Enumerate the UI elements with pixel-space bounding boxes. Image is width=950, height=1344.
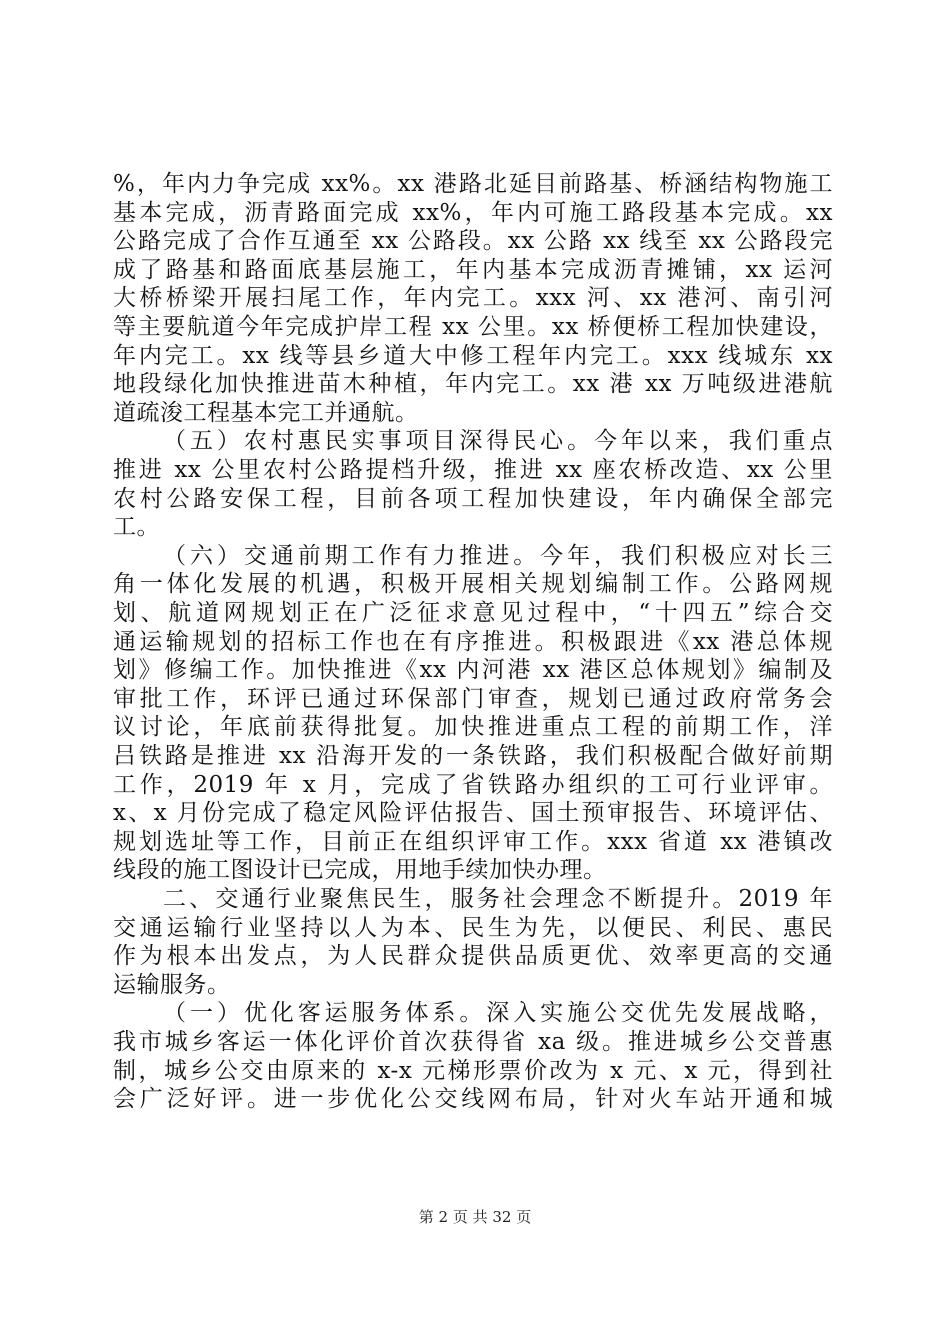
text-line: 议讨论，年底前获得批复。加快推进重点工程的前期工作，洋: [113, 714, 833, 741]
page-number: 第 2 页 共 32 页: [418, 1208, 532, 1226]
text-line: （五）农村惠民实事项目深得民心。今年以来，我们重点: [163, 428, 833, 455]
text-line: 通运输规划的招标工作也在有序推进。积极跟进《xx 港总体规: [113, 628, 833, 655]
text-line: 道疏浚工程基本完工并通航。: [113, 399, 419, 426]
text-line: （六）交通前期工作有力推进。今年，我们积极应对长三: [163, 542, 833, 569]
text-line: 大桥桥梁开展扫尾工作，年内完工。xxx 河、xx 港河、南引河: [113, 285, 833, 312]
text-line: 会广泛好评。进一步优化公交线网布局，针对火车站开通和城: [113, 1086, 833, 1113]
text-line: 成了路基和路面底基层施工，年内基本完成沥青摊铺，xx 运河: [113, 256, 833, 283]
text-line: 基本完成，沥青路面完成 xx%，年内可施工路段基本完成。xx: [113, 199, 833, 226]
text-line: 运输服务。: [113, 971, 231, 998]
text-line: 线段的施工图设计已完成，用地手续加快办理。: [113, 857, 607, 884]
text-line: 规划选址等工作，目前正在组织评审工作。xxx 省道 xx 港镇改: [113, 828, 833, 855]
text-line: 地段绿化加快推进苗木种植，年内完工。xx 港 xx 万吨级进港航: [113, 371, 833, 398]
text-line: 审批工作，环评已通过环保部门审查，规划已通过政府常务会: [113, 685, 833, 712]
text-line: %，年内力争完成 xx%。xx 港路北延目前路基、桥涵结构物施工: [113, 171, 833, 197]
text-line: x、x 月份完成了稳定风险评估报告、国土预审报告、环境评估、: [113, 800, 833, 827]
text-line: 公路完成了合作互通至 xx 公路段。xx 公路 xx 线至 xx 公路段完: [113, 228, 833, 255]
text-line: 推进 xx 公里农村公路提档升级，推进 xx 座农桥改造、xx 公里: [113, 457, 833, 483]
text-line: 划、航道网规划正在广泛征求意见过程中，“十四五”综合交: [113, 600, 833, 626]
text-line: （一）优化客运服务体系。深入实施公交优先发展战略，: [163, 1000, 833, 1027]
text-line: 我市城乡客运一体化评价首次获得省 xa 级。推进城乡公交普惠: [113, 1029, 833, 1055]
text-line: 作为根本出发点，为人民群众提供品质更优、效率更高的交通: [113, 943, 833, 970]
text-line: 吕铁路是推进 xx 沿海开发的一条铁路，我们积极配合做好前期: [113, 743, 833, 769]
text-line: 制，城乡公交由原来的 x-x 元梯形票价改为 x 元、x 元，得到社: [113, 1057, 833, 1084]
text-line: 农村公路安保工程，目前各项工程加快建设，年内确保全部完: [113, 485, 833, 512]
text-line: 二、交通行业聚焦民生，服务社会理念不断提升。2019 年: [163, 886, 833, 912]
text-line: 交通运输行业坚持以人为本、民生为先，以便民、利民、惠民: [113, 914, 833, 941]
text-line: 等主要航道今年完成护岸工程 xx 公里。xx 桥便桥工程加快建设，: [113, 314, 833, 340]
text-line: 年内完工。xx 线等县乡道大中修工程年内完工。xxx 线城东 xx: [113, 342, 833, 369]
text-line: 工作，2019 年 x 月，完成了省铁路办组织的工可行业评审。: [113, 771, 833, 798]
text-line: 工。: [113, 514, 160, 541]
text-line: 划》修编工作。加快推进《xx 内河港 xx 港区总体规划》编制及: [113, 657, 833, 684]
text-line: 角一体化发展的机遇，积极开展相关规划编制工作。公路网规: [113, 571, 833, 598]
